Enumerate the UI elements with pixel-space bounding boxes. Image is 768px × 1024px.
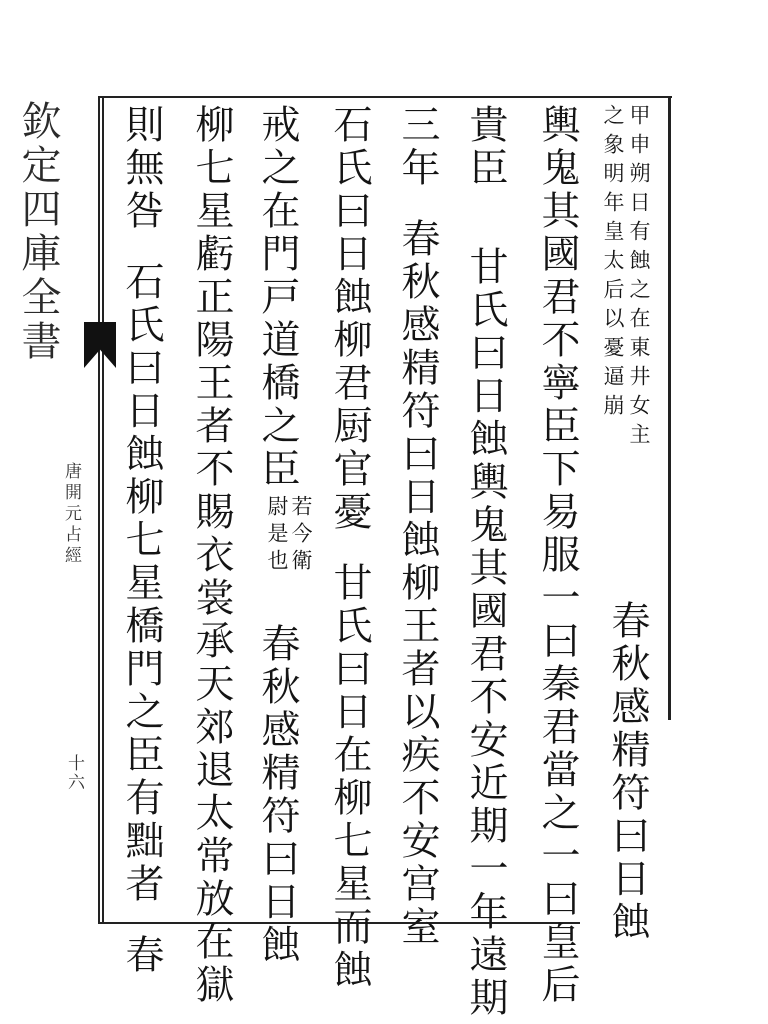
frame-right-line xyxy=(668,96,671,720)
text-column-5: 石氏曰日蝕柳君厨官憂甘氏曰日在柳七星而蝕 xyxy=(327,104,372,992)
frame-spine-line xyxy=(102,96,104,924)
page-number: 十六 xyxy=(64,754,84,792)
frame-top-line xyxy=(100,96,672,98)
text-column-4: 三年春秋感精符曰日蝕柳王者以疾不安宫室 xyxy=(395,104,440,949)
text-column-6: 戒之在門戸道橋之臣若今衛 尉是也春秋感精符曰日蝕 xyxy=(255,104,313,967)
interlinear-note: 若今衛 尉是也 xyxy=(265,495,313,576)
fish-tail-mark xyxy=(84,322,116,368)
frame-left-line xyxy=(98,96,100,924)
margin-book-title: 欽定四庫全書 xyxy=(15,100,61,364)
text-column-7: 柳七星虧正陽王者不賜衣裳承天郊退太常放在獄 xyxy=(189,104,234,1007)
text-column-1-main: 春秋感精符曰日蝕 xyxy=(605,600,650,944)
text-column-3: 貴臣甘氏曰日蝕輿鬼其國君不安近期一年遠期 xyxy=(463,104,508,1020)
annotation-line-left: 之象明年皇太后以憂逼崩 xyxy=(601,104,625,423)
text-column-8: 則無咎石氏曰日蝕柳七星橋門之臣有黜者春 xyxy=(119,104,164,977)
text-column-2: 輿鬼其國君不寧臣下易服一曰秦君當之一曰皇后 xyxy=(535,104,580,1007)
annotation-line-right: 甲申朔日有蝕之在東井女主 xyxy=(627,104,651,452)
margin-chapter-title: 唐開元占經 xyxy=(61,462,81,567)
